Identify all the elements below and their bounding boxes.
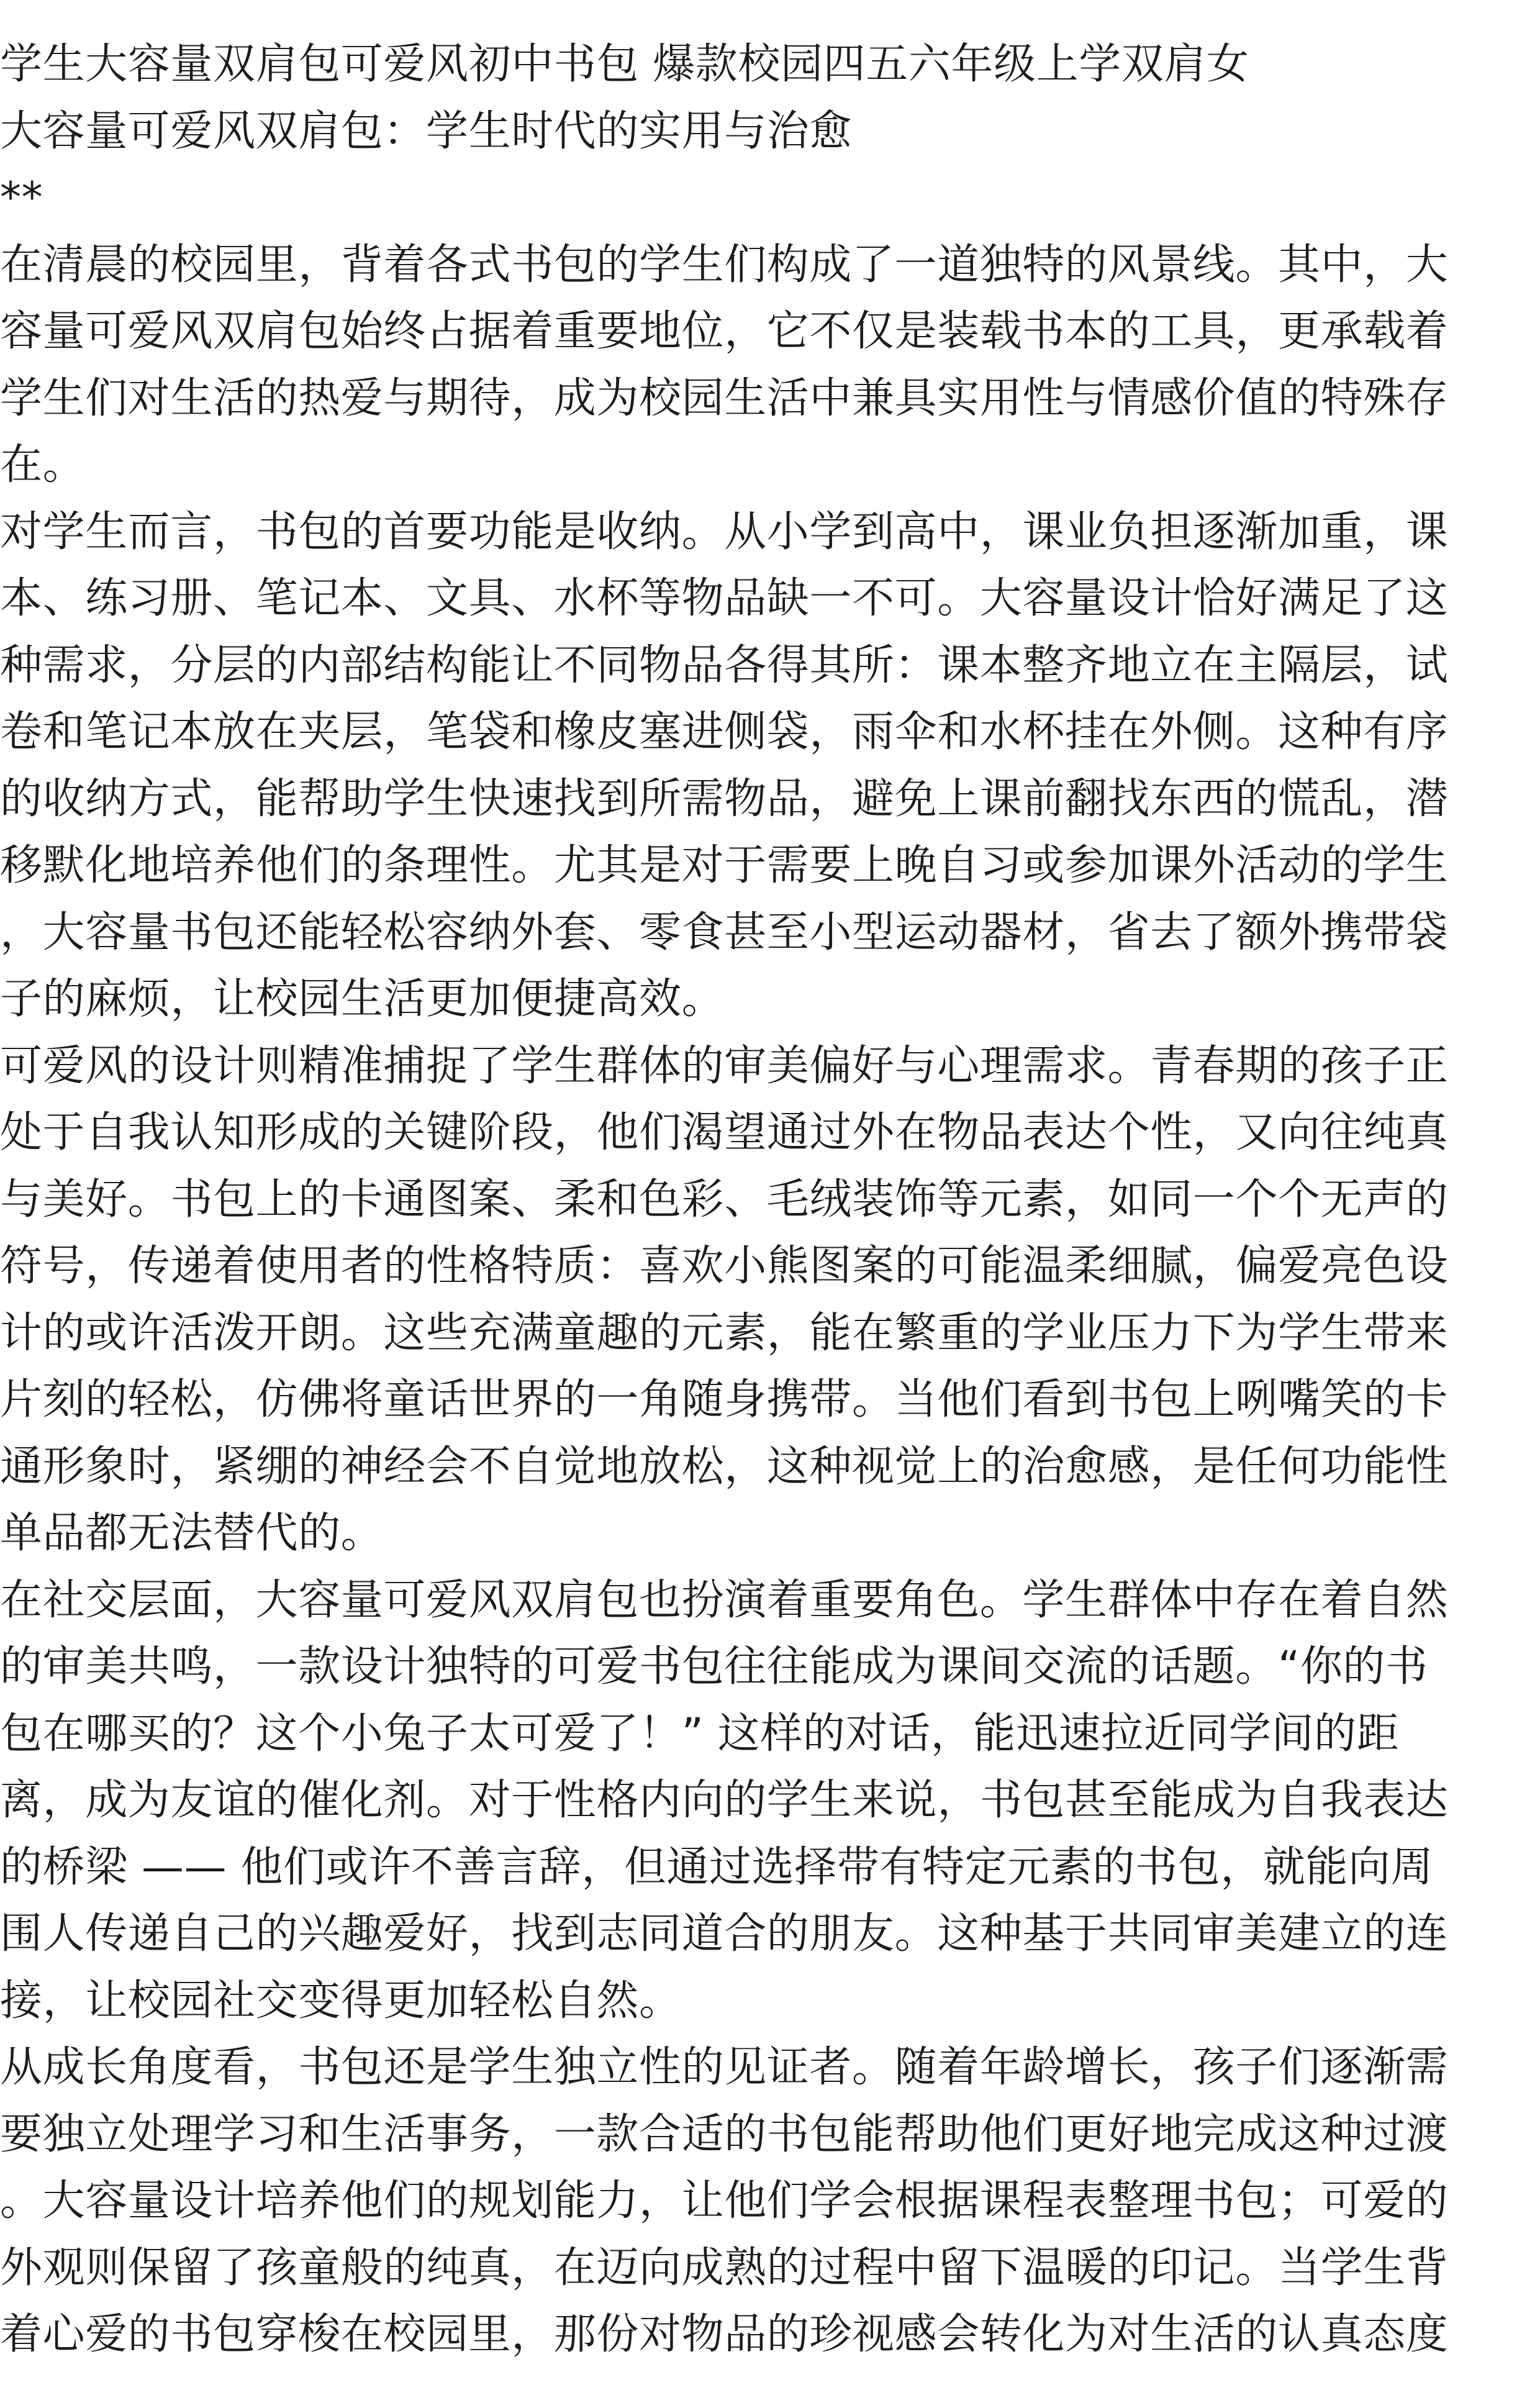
text-line: 处于自我认知形成的关键阶段，他们渴望通过外在物品表达个性，又向往纯真: [0, 1108, 1449, 1157]
text-line: 围人传递自己的兴趣爱好，找到志同道合的朋友。这种基于共同审美建立的连: [0, 1909, 1449, 1958]
text-line: 接，让校园社交变得更加轻松自然。: [0, 1976, 682, 2025]
text-line: 外观则保留了孩童般的纯真，在迈向成熟的过程中留下温暖的印记。当学生背: [0, 2243, 1449, 2292]
paragraph-storage: [0, 499, 1528, 1033]
text-line: 对学生而言，书包的首要功能是收纳。从小学到高中，课业负担逐渐加重，课: [0, 507, 1449, 556]
text-line: 在社交层面，大容量可爱风双肩包也扮演着重要角色。学生群体中存在着自然: [0, 1575, 1449, 1625]
text-line: 在。: [0, 440, 86, 489]
text-line: 种需求，分层的内部结构能让不同物品各得其所：课本整齐地立在主隔层，试: [0, 640, 1449, 690]
text-line: 的收纳方式，能帮助学生快速找到所需物品，避免上课前翻找东西的慌乱，潜: [0, 774, 1449, 824]
text-line: 容量可爱风双肩包始终占据着重要地位，它不仅是装载书本的工具，更承载着: [0, 307, 1449, 356]
text-line: 符号，传递着使用者的性格特质：喜欢小熊图案的可能温柔细腻，偏爱亮色设: [0, 1242, 1449, 1291]
text-line: 在清晨的校园里，背着各式书包的学生们构成了一道独特的风景线。其中，大: [0, 240, 1449, 289]
text-line: 卷和笔记本放在夹层，笔袋和橡皮塞进侧袋，雨伞和水杯挂在外侧。这种有序: [0, 707, 1449, 756]
text-line: 要独立处理学习和生活事务，一款合适的书包能帮助他们更好地完成这种过渡: [0, 2109, 1449, 2159]
text-line: 与美好。书包上的卡通图案、柔和色彩、毛绒装饰等元素，如同一个个无声的: [0, 1174, 1449, 1224]
text-line: 单品都无法替代的。: [0, 1509, 384, 1558]
text-line: 计的或许活泼开朗。这些充满童趣的元素，能在繁重的学业压力下为学生带来: [0, 1308, 1449, 1358]
text-line: 着心爱的书包穿梭在校园里，那份对物品的珍视感会转化为对生活的认真态度: [0, 2310, 1449, 2359]
text-line: 从成长角度看，书包还是学生独立性的见证者。随着年龄增长，孩子们逐渐需: [0, 2043, 1449, 2092]
text-line: 本、练习册、笔记本、文具、水杯等物品缺一不可。大容量设计恰好满足了这: [0, 574, 1449, 623]
article-title: 学生大容量双肩包可爱风初中书包 爆款校园四五六年级上学双肩女: [0, 40, 1249, 89]
article: [0, 31, 1528, 2368]
article-subtitle: 大容量可爱风双肩包：学生时代的实用与治愈: [0, 106, 853, 156]
text-line: 通形象时，紧绷的神经会不自觉地放松，这种视觉上的治愈感，是任何功能性: [0, 1442, 1449, 1491]
text-line: 移默化地培养他们的条理性。尤其是对于需要上晚自习或参加课外活动的学生: [0, 841, 1449, 890]
paragraph-design: [0, 1033, 1528, 1567]
paragraph-intro: [0, 232, 1528, 499]
paragraph-social: [0, 1567, 1528, 2035]
text-line: 的审美共鸣，一款设计独特的可爱书包往往能成为课间交流的话题。“你的书: [0, 1642, 1428, 1691]
text-line: 的桥梁 —— 他们或许不善言辞，但通过选择带有特定元素的书包，就能向周: [0, 1842, 1434, 1892]
text-line: ，大容量书包还能轻松容纳外套、零食甚至小型运动器材，省去了额外携带袋: [0, 907, 1449, 957]
text-line: 。大容量设计培养他们的规划能力，让他们学会根据课程表整理书包；可爱的: [0, 2176, 1449, 2225]
paragraph-growth: [0, 2034, 1528, 2368]
text-line: 离，成为友谊的催化剂。对于性格内向的学生来说，书包甚至能成为自我表达: [0, 1776, 1449, 1825]
text-line: 片刻的轻松，仿佛将童话世界的一角随身携带。当他们看到书包上咧嘴笑的卡: [0, 1375, 1449, 1424]
text-line: 包在哪买的？这个小兔子太可爱了！” 这样的对话，能迅速拉近同学间的距: [0, 1709, 1400, 1758]
text-line: 学生们对生活的热爱与期待，成为校园生活中兼具实用性与情感价值的特殊存: [0, 373, 1449, 423]
section-marker: **: [0, 173, 43, 222]
text-line: 可爱风的设计则精准捕捉了学生群体的审美偏好与心理需求。青春期的孩子正: [0, 1041, 1449, 1091]
text-line: 子的麻烦，让校园生活更加便捷高效。: [0, 974, 725, 1024]
